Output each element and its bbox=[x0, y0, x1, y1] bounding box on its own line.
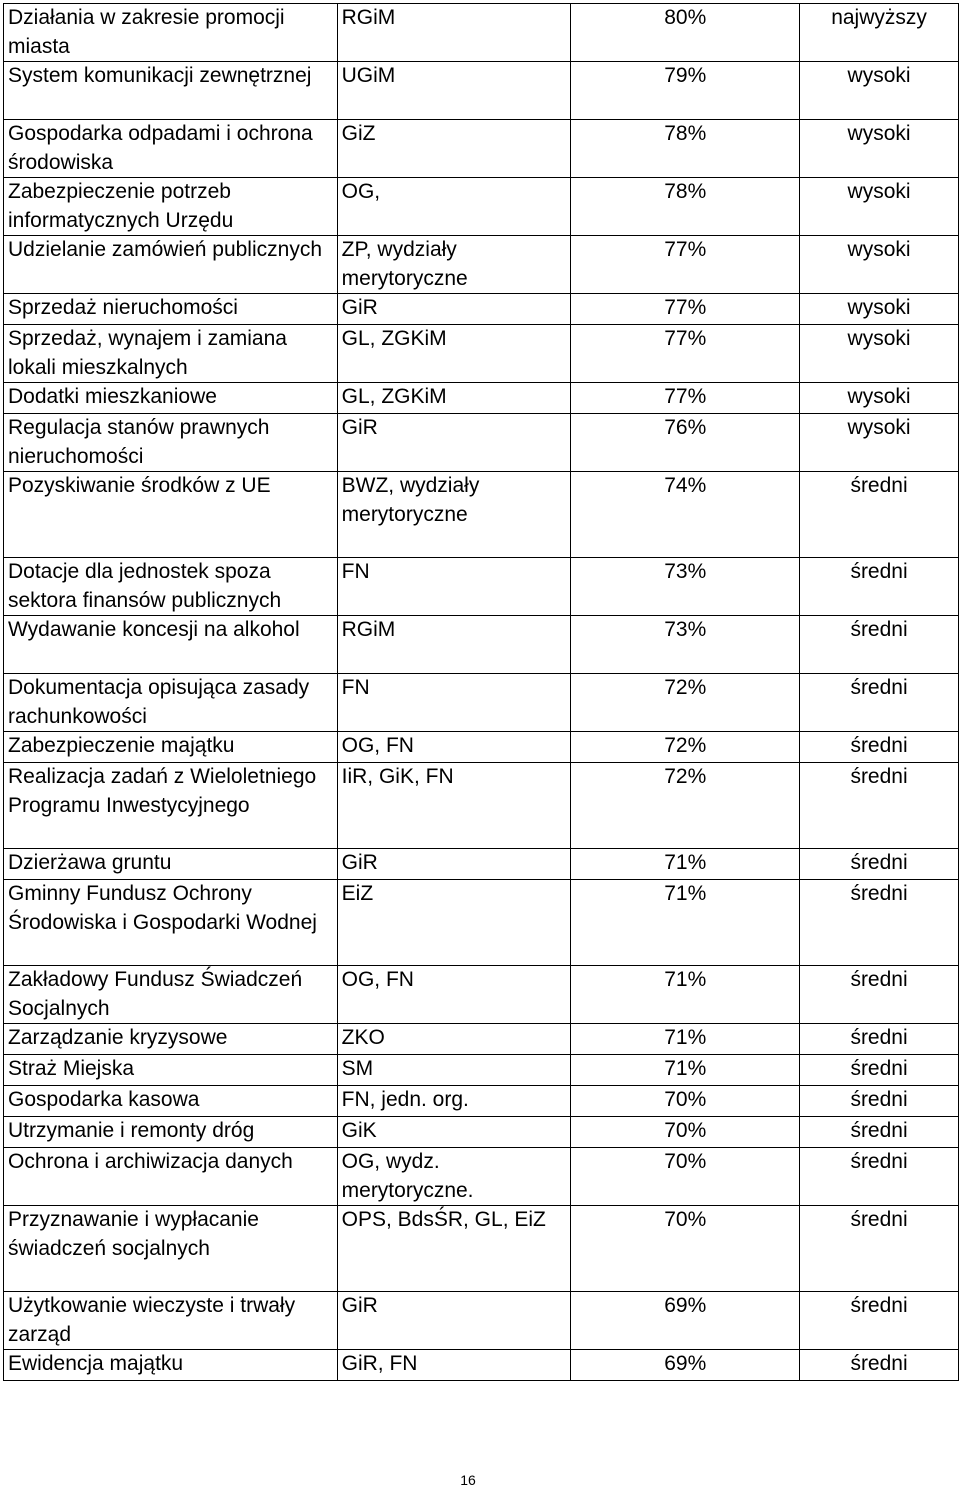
level-cell: wysoki bbox=[800, 383, 959, 414]
unit-cell: GL, ZGKiM bbox=[337, 325, 571, 383]
level-cell: średni bbox=[800, 1117, 959, 1148]
table-row bbox=[4, 1292, 959, 1350]
table-row bbox=[4, 414, 959, 472]
unit-cell: OPS, BdsŚR, GL, EiZ bbox=[337, 1206, 571, 1292]
table-row bbox=[4, 880, 959, 966]
table-row bbox=[4, 558, 959, 616]
unit-cell: GiR bbox=[337, 414, 571, 472]
unit-cell: OG, FN bbox=[337, 732, 571, 763]
percent-cell: 74% bbox=[571, 472, 800, 558]
percent-cell: 71% bbox=[571, 849, 800, 880]
table-row bbox=[4, 763, 959, 849]
table-row bbox=[4, 120, 959, 178]
task-cell: Użytkowanie wieczyste i trwały zarząd bbox=[4, 1292, 338, 1350]
table-row bbox=[4, 1086, 959, 1117]
unit-cell: RGiM bbox=[337, 4, 571, 62]
task-cell: Przyznawanie i wypłacanie świadczeń socjalnych bbox=[4, 1206, 338, 1292]
level-cell: najwyższy bbox=[800, 4, 959, 62]
risk-table bbox=[3, 3, 959, 1381]
unit-cell: GiZ bbox=[337, 120, 571, 178]
percent-cell: 77% bbox=[571, 383, 800, 414]
unit-cell: GiR bbox=[337, 849, 571, 880]
table-row bbox=[4, 1117, 959, 1148]
table-row bbox=[4, 849, 959, 880]
percent-cell: 70% bbox=[571, 1206, 800, 1292]
task-cell: Zarządzanie kryzysowe bbox=[4, 1024, 338, 1055]
percent-cell: 71% bbox=[571, 966, 800, 1024]
percent-cell: 78% bbox=[571, 178, 800, 236]
table-row bbox=[4, 62, 959, 120]
task-cell: Wydawanie koncesji na alkohol bbox=[4, 616, 338, 674]
level-cell: wysoki bbox=[800, 236, 959, 294]
table-row bbox=[4, 1350, 959, 1381]
percent-cell: 70% bbox=[571, 1148, 800, 1206]
unit-cell: SM bbox=[337, 1055, 571, 1086]
task-cell: Sprzedaż nieruchomości bbox=[4, 294, 338, 325]
unit-cell: UGiM bbox=[337, 62, 571, 120]
unit-cell: GiR, FN bbox=[337, 1350, 571, 1381]
unit-cell: RGiM bbox=[337, 616, 571, 674]
level-cell: średni bbox=[800, 763, 959, 849]
percent-cell: 77% bbox=[571, 236, 800, 294]
table-row bbox=[4, 1206, 959, 1292]
task-cell: Straż Miejska bbox=[4, 1055, 338, 1086]
percent-cell: 71% bbox=[571, 1024, 800, 1055]
page-number: 16 bbox=[460, 1472, 476, 1488]
unit-cell: ZP, wydziały merytoryczne bbox=[337, 236, 571, 294]
task-cell: Dzierżawa gruntu bbox=[4, 849, 338, 880]
level-cell: średni bbox=[800, 616, 959, 674]
task-cell: Dokumentacja opisująca zasady rachunkowości bbox=[4, 674, 338, 732]
level-cell: wysoki bbox=[800, 414, 959, 472]
task-cell: Udzielanie zamówień publicznych bbox=[4, 236, 338, 294]
percent-cell: 80% bbox=[571, 4, 800, 62]
table-row bbox=[4, 616, 959, 674]
level-cell: średni bbox=[800, 849, 959, 880]
task-cell: Gospodarka kasowa bbox=[4, 1086, 338, 1117]
percent-cell: 71% bbox=[571, 1055, 800, 1086]
task-cell: Dotacje dla jednostek spoza sektora finansów publicznych bbox=[4, 558, 338, 616]
unit-cell: GL, ZGKiM bbox=[337, 383, 571, 414]
table-row bbox=[4, 1024, 959, 1055]
task-cell: Utrzymanie i remonty dróg bbox=[4, 1117, 338, 1148]
level-cell: średni bbox=[800, 674, 959, 732]
unit-cell: EiZ bbox=[337, 880, 571, 966]
unit-cell: BWZ, wydziały merytoryczne bbox=[337, 472, 571, 558]
unit-cell: FN bbox=[337, 674, 571, 732]
table-row bbox=[4, 1148, 959, 1206]
task-cell: Ewidencja majątku bbox=[4, 1350, 338, 1381]
task-cell: Gminny Fundusz Ochrony Środowiska i Gospodarki Wodnej bbox=[4, 880, 338, 966]
level-cell: średni bbox=[800, 1206, 959, 1292]
table-row bbox=[4, 383, 959, 414]
task-cell: Dodatki mieszkaniowe bbox=[4, 383, 338, 414]
percent-cell: 69% bbox=[571, 1350, 800, 1381]
percent-cell: 73% bbox=[571, 558, 800, 616]
unit-cell: GiK bbox=[337, 1117, 571, 1148]
risk-table-body bbox=[4, 4, 959, 1381]
level-cell: wysoki bbox=[800, 62, 959, 120]
task-cell: Pozyskiwanie środków z UE bbox=[4, 472, 338, 558]
unit-cell: GiR bbox=[337, 1292, 571, 1350]
unit-cell: OG, bbox=[337, 178, 571, 236]
level-cell: średni bbox=[800, 1086, 959, 1117]
percent-cell: 79% bbox=[571, 62, 800, 120]
table-row bbox=[4, 178, 959, 236]
level-cell: średni bbox=[800, 966, 959, 1024]
level-cell: średni bbox=[800, 1148, 959, 1206]
percent-cell: 73% bbox=[571, 616, 800, 674]
unit-cell: OG, wydz. merytoryczne. bbox=[337, 1148, 571, 1206]
table-row bbox=[4, 966, 959, 1024]
table-row bbox=[4, 4, 959, 62]
table-row bbox=[4, 1055, 959, 1086]
level-cell: średni bbox=[800, 732, 959, 763]
table-row bbox=[4, 325, 959, 383]
task-cell: Realizacja zadań z Wieloletniego Programu Inwestycyjnego bbox=[4, 763, 338, 849]
level-cell: średni bbox=[800, 1350, 959, 1381]
task-cell: Zakładowy Fundusz Świadczeń Socjalnych bbox=[4, 966, 338, 1024]
level-cell: średni bbox=[800, 1024, 959, 1055]
table-row bbox=[4, 674, 959, 732]
table-row bbox=[4, 294, 959, 325]
task-cell: Gospodarka odpadami i ochrona środowiska bbox=[4, 120, 338, 178]
percent-cell: 72% bbox=[571, 732, 800, 763]
level-cell: średni bbox=[800, 1292, 959, 1350]
task-cell: Ochrona i archiwizacja danych bbox=[4, 1148, 338, 1206]
table-row bbox=[4, 236, 959, 294]
percent-cell: 77% bbox=[571, 325, 800, 383]
unit-cell: OG, FN bbox=[337, 966, 571, 1024]
task-cell: Zabezpieczenie majątku bbox=[4, 732, 338, 763]
level-cell: średni bbox=[800, 1055, 959, 1086]
unit-cell: FN, jedn. org. bbox=[337, 1086, 571, 1117]
level-cell: wysoki bbox=[800, 325, 959, 383]
percent-cell: 76% bbox=[571, 414, 800, 472]
percent-cell: 69% bbox=[571, 1292, 800, 1350]
task-cell: System komunikacji zewnętrznej bbox=[4, 62, 338, 120]
level-cell: wysoki bbox=[800, 294, 959, 325]
task-cell: Działania w zakresie promocji miasta bbox=[4, 4, 338, 62]
task-cell: Regulacja stanów prawnych nieruchomości bbox=[4, 414, 338, 472]
table-row bbox=[4, 472, 959, 558]
percent-cell: 78% bbox=[571, 120, 800, 178]
level-cell: wysoki bbox=[800, 178, 959, 236]
table-row bbox=[4, 732, 959, 763]
percent-cell: 70% bbox=[571, 1117, 800, 1148]
unit-cell: FN bbox=[337, 558, 571, 616]
percent-cell: 72% bbox=[571, 763, 800, 849]
level-cell: średni bbox=[800, 472, 959, 558]
percent-cell: 77% bbox=[571, 294, 800, 325]
percent-cell: 71% bbox=[571, 880, 800, 966]
percent-cell: 72% bbox=[571, 674, 800, 732]
unit-cell: ZKO bbox=[337, 1024, 571, 1055]
level-cell: średni bbox=[800, 558, 959, 616]
percent-cell: 70% bbox=[571, 1086, 800, 1117]
unit-cell: GiR bbox=[337, 294, 571, 325]
level-cell: wysoki bbox=[800, 120, 959, 178]
task-cell: Sprzedaż, wynajem i zamiana lokali mieszkalnych bbox=[4, 325, 338, 383]
task-cell: Zabezpieczenie potrzeb informatycznych Urzędu bbox=[4, 178, 338, 236]
level-cell: średni bbox=[800, 880, 959, 966]
unit-cell: IiR, GiK, FN bbox=[337, 763, 571, 849]
